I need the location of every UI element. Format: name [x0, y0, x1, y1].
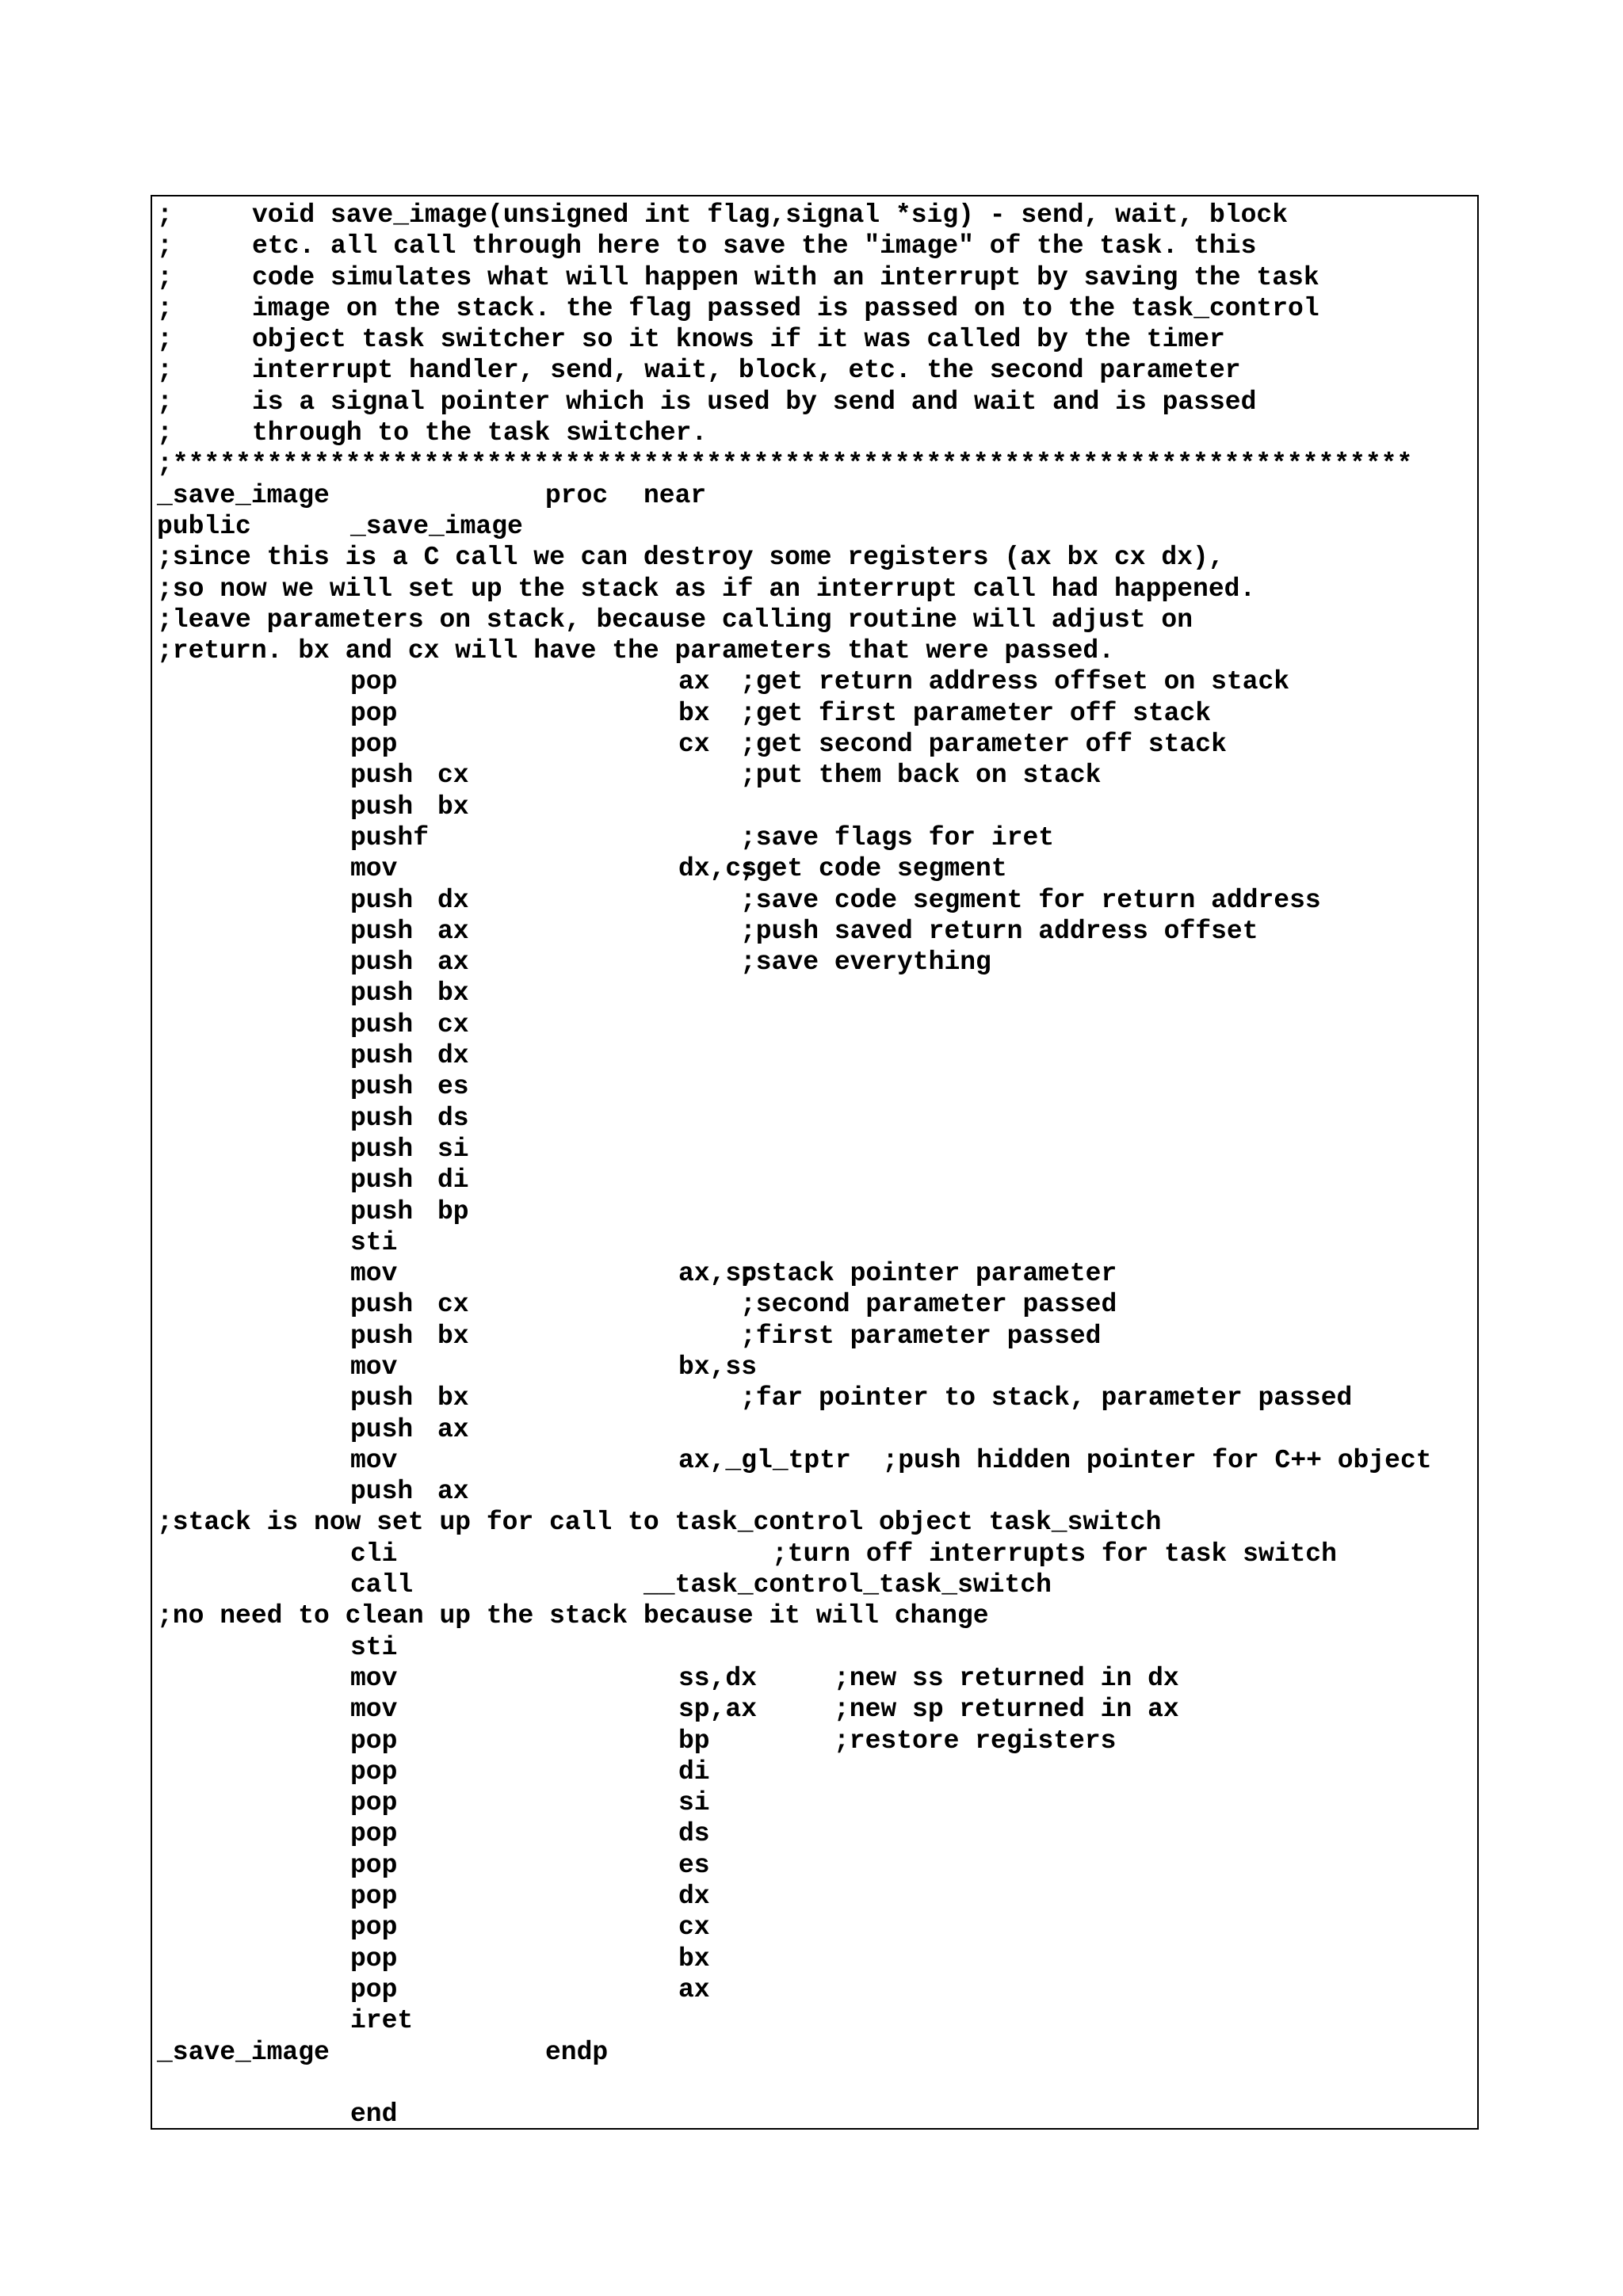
code-token: push	[350, 1196, 414, 1226]
code-token: di	[437, 1165, 469, 1196]
code-token: bp	[678, 1726, 710, 1756]
code-line	[152, 1756, 1477, 1787]
code-line	[152, 1663, 1477, 1694]
code-token: ax,_gl_tptr ;push hidden pointer for C++ object	[678, 1445, 1432, 1475]
code-line	[152, 511, 1477, 542]
code-line	[152, 1850, 1477, 1881]
code-lines	[152, 200, 1477, 2130]
code-line	[152, 1539, 1477, 1569]
code-token: ;push saved return address offset	[740, 916, 1258, 946]
code-line	[152, 387, 1477, 418]
code-token: bx,ss	[678, 1352, 758, 1382]
code-token: mov	[350, 1695, 398, 1725]
code-token: cx	[678, 1913, 710, 1943]
code-line	[152, 1258, 1477, 1289]
code-line	[152, 1071, 1477, 1102]
code-token: ;	[157, 262, 173, 292]
code-token: image on the stack. the flag passed is passed on to the task_control	[252, 293, 1319, 323]
code-token: ;	[157, 231, 173, 261]
code-line	[152, 760, 1477, 791]
code-line	[152, 1476, 1477, 1507]
code-line	[152, 2099, 1477, 2130]
code-line	[152, 1352, 1477, 1383]
code-token: mov	[350, 1259, 398, 1289]
code-line	[152, 1569, 1477, 1600]
code-line	[152, 885, 1477, 916]
code-line	[152, 1445, 1477, 1476]
code-token: near	[643, 480, 707, 510]
code-line	[152, 822, 1477, 853]
code-line	[152, 200, 1477, 231]
code-line	[152, 231, 1477, 261]
code-token: push	[350, 1290, 414, 1320]
code-token: _save_image	[350, 511, 523, 541]
code-token: dx	[437, 1041, 469, 1071]
code-token: ;get return address offset on stack	[740, 667, 1290, 697]
code-token: push	[350, 1103, 414, 1133]
code-line	[152, 1289, 1477, 1320]
code-token: push	[350, 948, 414, 978]
code-line	[152, 978, 1477, 1009]
code-token: pop	[350, 667, 398, 697]
code-token: bx	[678, 698, 710, 728]
code-token: end	[350, 2100, 398, 2130]
code-token: mov	[350, 1445, 398, 1475]
code-token: ;since this is a C call we can destroy some registers (ax bx cx dx),	[157, 543, 1224, 573]
code-token: bx	[437, 978, 469, 1009]
code-token: ;stack is now set up for call to task_control object task_switch	[157, 1508, 1162, 1538]
code-token: ds	[437, 1103, 469, 1133]
code-token: pop	[350, 698, 398, 728]
code-token: ;	[157, 293, 173, 323]
code-line	[152, 635, 1477, 666]
code-line	[152, 1632, 1477, 1663]
code-line	[152, 1787, 1477, 1818]
code-line	[152, 418, 1477, 448]
code-token: ss,dx	[678, 1663, 758, 1693]
code-token: ax	[437, 1414, 469, 1444]
code-token: ;put them back on stack	[740, 761, 1102, 791]
code-token: dx,cs	[678, 854, 758, 884]
code-token: ax	[437, 948, 469, 978]
code-token: ax	[678, 667, 710, 697]
code-line	[152, 293, 1477, 324]
code-token: ;leave parameters on stack, because calling routine will adjust on	[157, 605, 1193, 635]
code-token: ;first parameter passed	[740, 1321, 1102, 1351]
code-token: ax	[437, 916, 469, 946]
code-token: bx	[437, 791, 469, 822]
code-token: ax,sp	[678, 1259, 758, 1289]
code-line	[152, 1600, 1477, 1631]
code-token: pop	[350, 1726, 398, 1756]
code-token: is a signal pointer which is used by send and wait and is passed	[252, 387, 1257, 417]
code-token: ;	[157, 200, 173, 230]
code-line	[152, 605, 1477, 635]
code-token: push	[350, 1134, 414, 1164]
code-line	[152, 262, 1477, 293]
code-token: ;	[157, 325, 173, 355]
code-token: endp	[545, 2037, 609, 2067]
code-line	[152, 1818, 1477, 1849]
code-token: ;get code segment	[740, 854, 1007, 884]
code-token: dx	[678, 1882, 710, 1912]
code-line	[152, 916, 1477, 947]
code-token: ;new ss returned in dx	[834, 1663, 1179, 1693]
code-token: ;save everything	[740, 948, 991, 978]
code-token: push	[350, 1009, 414, 1039]
code-token: sti	[350, 1227, 398, 1257]
code-token: ;no need to clean up the stack because it will change	[157, 1601, 989, 1631]
code-line	[152, 2005, 1477, 2036]
code-token: mov	[350, 1352, 398, 1382]
code-line	[152, 1165, 1477, 1196]
code-token: ;*******************************************************************************	[157, 449, 1413, 479]
code-token: ;turn off interrupts for task switch	[772, 1539, 1337, 1569]
code-token: cx	[678, 730, 710, 760]
code-token: _save_image	[157, 2037, 330, 2067]
code-line	[152, 1383, 1477, 1413]
code-token: push	[350, 1072, 414, 1102]
code-token: pop	[350, 1819, 398, 1849]
code-token: through to the task switcher.	[252, 418, 708, 448]
code-token: __task_control_task_switch	[643, 1570, 1052, 1600]
code-token: push	[350, 1321, 414, 1351]
code-line	[152, 1321, 1477, 1352]
code-token: cx	[437, 1290, 469, 1320]
code-token: pop	[350, 1882, 398, 1912]
code-line	[152, 2068, 1477, 2099]
code-token: proc	[545, 480, 609, 510]
code-token: cx	[437, 1009, 469, 1039]
code-token: push	[350, 1383, 414, 1413]
code-token: push	[350, 1041, 414, 1071]
code-token: ;	[157, 387, 173, 417]
code-token: di	[678, 1756, 710, 1787]
code-token: push	[350, 885, 414, 915]
code-token: ;stack pointer parameter	[740, 1259, 1117, 1289]
code-token: ;new sp returned in ax	[834, 1695, 1179, 1725]
code-token: push	[350, 1414, 414, 1444]
code-token: etc. all call through here to save the "image" of the task. this	[252, 231, 1257, 261]
code-token: push	[350, 1477, 414, 1507]
code-token: _save_image	[157, 480, 330, 510]
code-token: pop	[350, 1943, 398, 1974]
code-token: sti	[350, 1632, 398, 1662]
code-token: pushf	[350, 822, 430, 852]
code-token: ;get second parameter off stack	[740, 730, 1227, 760]
code-line	[152, 2037, 1477, 2068]
code-token: public	[157, 511, 251, 541]
code-token: es	[437, 1072, 469, 1102]
code-token: pop	[350, 1850, 398, 1880]
code-token: ;get first parameter off stack	[740, 698, 1212, 728]
code-token: code simulates what will happen with an interrupt by saving the task	[252, 262, 1319, 292]
code-token: ax	[678, 1974, 710, 2004]
code-token: ;restore registers	[834, 1726, 1117, 1756]
code-token: ;return. bx and cx will have the parameters that were passed.	[157, 636, 1114, 666]
code-token: bx	[678, 1943, 710, 1974]
code-token: push	[350, 791, 414, 822]
code-line	[152, 1726, 1477, 1756]
code-token: push	[350, 761, 414, 791]
code-line	[152, 1040, 1477, 1071]
code-line	[152, 1974, 1477, 2005]
code-token: object task switcher so it knows if it was called by the timer	[252, 325, 1225, 355]
code-token: push	[350, 916, 414, 946]
code-token: si	[437, 1134, 469, 1164]
code-token: es	[678, 1850, 710, 1880]
code-token: ax	[437, 1477, 469, 1507]
code-token: pop	[350, 1788, 398, 1818]
code-line	[152, 1009, 1477, 1040]
code-token: iret	[350, 2006, 414, 2036]
code-line	[152, 698, 1477, 729]
code-token: mov	[350, 854, 398, 884]
code-token: cli	[350, 1539, 398, 1569]
code-token: void save_image(unsigned int flag,signal *sig) - send, wait, block	[252, 200, 1289, 230]
code-line	[152, 853, 1477, 884]
code-token: ;second parameter passed	[740, 1290, 1117, 1320]
code-token: cx	[437, 761, 469, 791]
code-line	[152, 324, 1477, 355]
code-line	[152, 1134, 1477, 1165]
code-line	[152, 1694, 1477, 1725]
code-token: call	[350, 1570, 414, 1600]
code-token: pop	[350, 1913, 398, 1943]
code-line	[152, 574, 1477, 605]
code-token: ;save flags for iret	[740, 822, 1055, 852]
code-line	[152, 1943, 1477, 1974]
code-token: dx	[437, 885, 469, 915]
code-token: bx	[437, 1383, 469, 1413]
code-line	[152, 542, 1477, 573]
code-line	[152, 1103, 1477, 1134]
code-listing-box	[151, 195, 1479, 2130]
code-token: ;save code segment for return address	[740, 885, 1321, 915]
code-token: si	[678, 1788, 710, 1818]
code-line	[152, 1507, 1477, 1538]
code-line	[152, 729, 1477, 760]
code-token: ;so now we will set up the stack as if an interrupt call had happened.	[157, 574, 1256, 604]
code-line	[152, 1227, 1477, 1258]
code-token: ;	[157, 356, 173, 386]
code-line	[152, 947, 1477, 978]
code-token: interrupt handler, send, wait, block, etc. the second parameter	[252, 356, 1241, 386]
code-token: pop	[350, 1974, 398, 2004]
code-line	[152, 1414, 1477, 1445]
code-line	[152, 1196, 1477, 1227]
code-token: sp,ax	[678, 1695, 758, 1725]
code-token: bx	[437, 1321, 469, 1351]
code-token: pop	[350, 730, 398, 760]
code-token: bp	[437, 1196, 469, 1226]
code-token: push	[350, 978, 414, 1009]
code-line	[152, 1881, 1477, 1912]
code-line	[152, 355, 1477, 386]
code-line	[152, 448, 1477, 479]
code-line	[152, 791, 1477, 822]
code-token: ;far pointer to stack, parameter passed	[740, 1383, 1353, 1413]
code-token: ;	[157, 418, 173, 448]
code-token: ds	[678, 1819, 710, 1849]
code-line	[152, 480, 1477, 511]
code-line	[152, 666, 1477, 697]
code-line	[152, 1912, 1477, 1943]
code-token: mov	[350, 1663, 398, 1693]
code-token: pop	[350, 1756, 398, 1787]
code-token: push	[350, 1165, 414, 1196]
